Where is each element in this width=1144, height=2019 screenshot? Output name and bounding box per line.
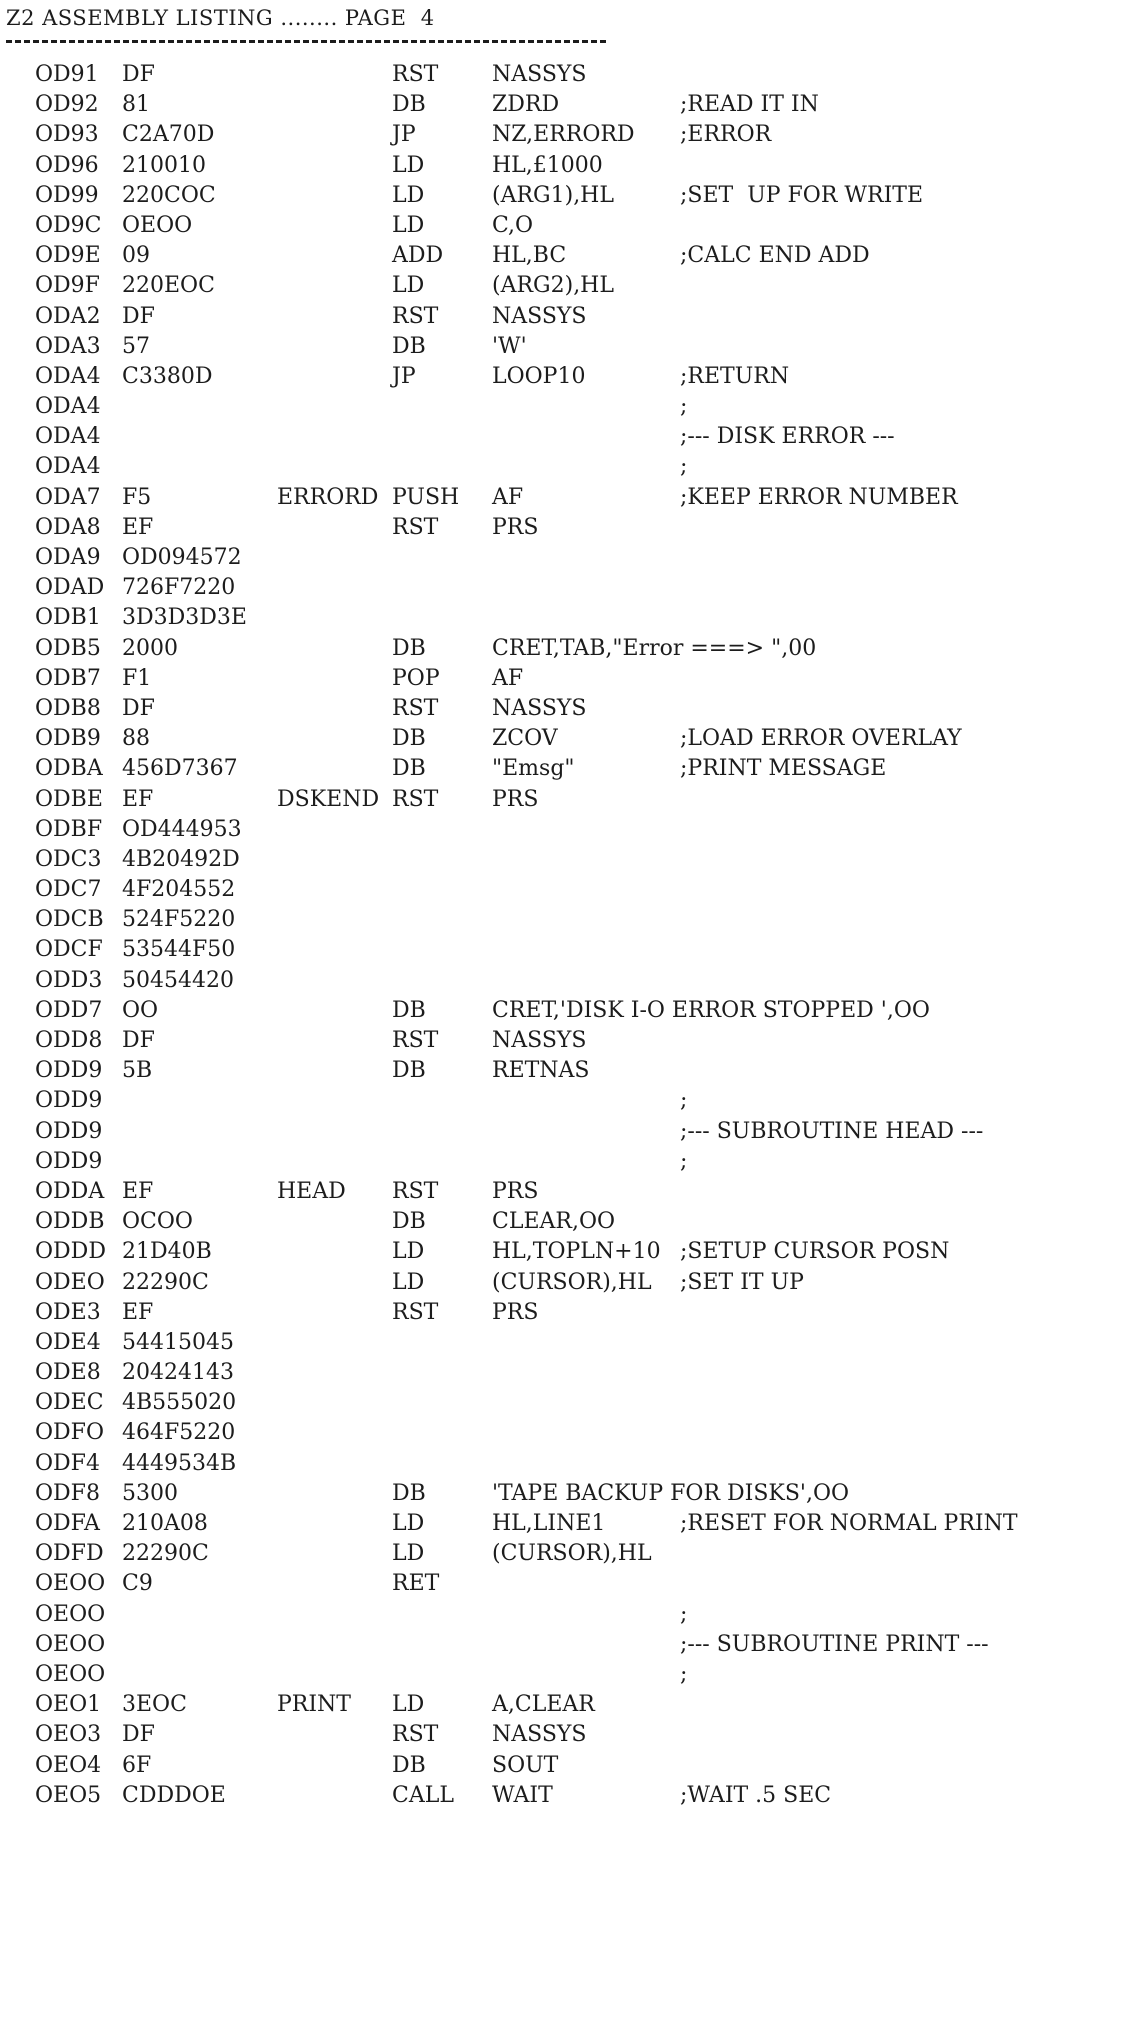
opcode: RET: [392, 1571, 440, 1597]
object-code: 54415045: [122, 1329, 234, 1355]
operand: 'W': [492, 333, 527, 359]
address: OEOO: [35, 1661, 106, 1687]
object-code: CDDDOE: [122, 1782, 226, 1808]
object-code: OCOO: [122, 1209, 193, 1235]
operand: SOUT: [492, 1752, 559, 1778]
opcode: DB: [392, 1480, 426, 1506]
address: ODD7: [35, 997, 103, 1023]
comment: ;ERROR: [680, 122, 772, 148]
address: ODB7: [35, 665, 101, 691]
address: ODD9: [35, 1118, 103, 1144]
address: ODE8: [35, 1360, 101, 1386]
address: ODA9: [35, 545, 101, 570]
listing-line: [0, 694, 1144, 724]
address: ODFO: [35, 1420, 104, 1446]
listing-line: [0, 1268, 1144, 1298]
address: ODFA: [35, 1511, 100, 1536]
operand: HL,LINE1: [492, 1511, 606, 1536]
address: ODA4: [35, 363, 101, 389]
address: OD9F: [35, 273, 100, 299]
opcode: DB: [392, 92, 426, 118]
listing-line: [0, 362, 1144, 392]
listing-line: [0, 332, 1144, 362]
comment: ;SETUP CURSOR POSN: [680, 1239, 950, 1265]
comment: ;: [680, 1601, 688, 1627]
object-code: 220COC: [122, 182, 216, 208]
opcode: RST: [392, 303, 439, 329]
listing-line: [0, 603, 1144, 633]
listing-line: [0, 90, 1144, 120]
listing-line: [0, 966, 1144, 996]
listing-line: [0, 271, 1144, 301]
listing-line: [0, 935, 1144, 965]
object-code: OD094572: [122, 545, 242, 570]
opcode: DB: [392, 1058, 426, 1084]
object-code: 81: [122, 92, 150, 118]
comment: ;: [680, 1148, 688, 1174]
address: ODDA: [35, 1178, 105, 1204]
operand: NASSYS: [492, 1722, 587, 1748]
address: ODB8: [35, 695, 101, 721]
listing-line: [0, 1449, 1144, 1479]
object-code: 3D3D3D3E: [122, 605, 247, 631]
comment: ;LOAD ERROR OVERLAY: [680, 726, 962, 752]
listing-line: [0, 1600, 1144, 1630]
listing-line: [0, 302, 1144, 332]
comment: ;SET IT UP: [680, 1269, 804, 1295]
opcode: RST: [392, 1722, 439, 1748]
address: ODD8: [35, 1028, 103, 1053]
operand: (CURSOR),HL: [492, 1269, 652, 1295]
opcode: LD: [392, 1511, 425, 1536]
object-code: DF: [122, 1722, 155, 1748]
operand: RETNAS: [492, 1058, 590, 1084]
opcode: LD: [392, 1239, 425, 1265]
opcode: LD: [392, 152, 425, 178]
address: OD9E: [35, 243, 101, 269]
comment: ;CALC END ADD: [680, 243, 870, 269]
object-code: C3380D: [122, 363, 213, 389]
listing-line: [0, 1781, 1144, 1811]
comment: ;WAIT .5 SEC: [680, 1782, 832, 1808]
operand: PRS: [492, 514, 539, 540]
address: ODD9: [35, 1058, 103, 1084]
opcode: LD: [392, 1692, 425, 1718]
address: ODC7: [35, 877, 102, 903]
object-code: 210010: [122, 152, 206, 178]
address: ODC3: [35, 846, 102, 872]
listing-line: [0, 60, 1144, 90]
operand: PRS: [492, 786, 539, 812]
object-code: 6F: [122, 1752, 152, 1778]
listing-line: [0, 1690, 1144, 1720]
listing-line: [0, 483, 1144, 513]
listing-line: [0, 181, 1144, 211]
comment: ;: [680, 1661, 688, 1687]
operand: HL,TOPLN+10: [492, 1239, 661, 1265]
listing-line: [0, 1751, 1144, 1781]
address: ODD3: [35, 967, 103, 993]
listing-line: [0, 1569, 1144, 1599]
listing-line: [0, 905, 1144, 935]
address: ODBF: [35, 816, 103, 842]
object-code: 220EOC: [122, 273, 215, 299]
address: ODDB: [35, 1209, 105, 1235]
label: ERRORD: [277, 484, 379, 510]
operand: HL,BC: [492, 243, 567, 269]
address: ODF8: [35, 1480, 100, 1506]
address: ODEO: [35, 1269, 105, 1295]
opcode: DB: [392, 997, 426, 1023]
object-code: 4F204552: [122, 877, 236, 903]
address: ODA4: [35, 454, 101, 480]
address: OD91: [35, 62, 99, 87]
operand: PRS: [492, 1299, 539, 1325]
address: OD96: [35, 152, 99, 178]
address: ODA2: [35, 303, 101, 329]
address: ODDD: [35, 1239, 106, 1265]
object-code: 2000: [122, 635, 178, 661]
opcode: JP: [392, 363, 416, 389]
address: OEOO: [35, 1601, 106, 1627]
listing-line: [0, 1720, 1144, 1750]
object-code: F1: [122, 665, 152, 691]
opcode: RST: [392, 62, 439, 87]
address: OEOO: [35, 1571, 106, 1597]
object-code: 21D40B: [122, 1239, 212, 1265]
object-code: 22290C: [122, 1269, 209, 1295]
listing-line: [0, 1056, 1144, 1086]
comment: ;--- SUBROUTINE HEAD ---: [680, 1118, 984, 1144]
address: ODB9: [35, 726, 101, 752]
opcode: RST: [392, 1028, 439, 1053]
listing-line: [0, 1630, 1144, 1660]
operand: AF: [492, 665, 524, 691]
operand: (CURSOR),HL: [492, 1541, 652, 1567]
label: PRINT: [277, 1692, 351, 1718]
object-code: OO: [122, 997, 159, 1023]
listing-line: [0, 875, 1144, 905]
operand: C,O: [492, 212, 534, 238]
listing-line: [0, 815, 1144, 845]
address: OD93: [35, 122, 99, 148]
opcode: LD: [392, 212, 425, 238]
object-code: F5: [122, 484, 152, 510]
operand: WAIT: [492, 1782, 553, 1808]
address: ODAD: [35, 575, 105, 601]
listing-line: [0, 1117, 1144, 1147]
address: ODB5: [35, 635, 101, 661]
operand: NASSYS: [492, 695, 587, 721]
address: OD99: [35, 182, 99, 208]
opcode: DB: [392, 333, 426, 359]
address: ODFD: [35, 1541, 104, 1567]
listing-line: [0, 120, 1144, 150]
listing-line: [0, 1358, 1144, 1388]
object-code: 88: [122, 726, 150, 752]
address: ODCB: [35, 907, 104, 933]
listing-line: [0, 151, 1144, 181]
label: DSKEND: [277, 786, 380, 812]
opcode: DB: [392, 726, 426, 752]
object-code: 4B20492D: [122, 846, 240, 872]
object-code: 726F7220: [122, 575, 236, 601]
listing-line: [0, 392, 1144, 422]
listing-line: [0, 513, 1144, 543]
operand: LOOP10: [492, 363, 586, 389]
opcode: LD: [392, 1541, 425, 1567]
listing-line: [0, 422, 1144, 452]
operand: HL,£1000: [492, 152, 603, 178]
listing-line: [0, 845, 1144, 875]
comment: ;--- DISK ERROR ---: [680, 424, 895, 450]
address: ODE4: [35, 1329, 101, 1355]
opcode: DB: [392, 1209, 426, 1235]
address: OEO3: [35, 1722, 102, 1748]
comment: ;--- SUBROUTINE PRINT ---: [680, 1631, 989, 1657]
opcode: DB: [392, 756, 426, 782]
object-code: 53544F50: [122, 937, 236, 963]
listing-line: [0, 785, 1144, 815]
listing-line: [0, 1388, 1144, 1418]
listing-line: [0, 1177, 1144, 1207]
opcode: LD: [392, 1269, 425, 1295]
comment: ;: [680, 1088, 688, 1114]
listing-line: [0, 1479, 1144, 1509]
object-code: 3EOC: [122, 1692, 187, 1718]
operand: (ARG2),HL: [492, 273, 614, 299]
operand: CRET,TAB,"Error ===> ",00: [492, 635, 817, 661]
object-code: 57: [122, 333, 150, 359]
comment: ;: [680, 394, 688, 420]
address: OEO5: [35, 1782, 102, 1808]
listing-line: [0, 573, 1144, 603]
operand: A,CLEAR: [492, 1692, 595, 1718]
address: ODB1: [35, 605, 101, 631]
opcode: RST: [392, 786, 439, 812]
listing-line: [0, 1418, 1144, 1448]
operand: NASSYS: [492, 62, 587, 87]
object-code: 524F5220: [122, 907, 236, 933]
object-code: DF: [122, 1028, 155, 1053]
operand: PRS: [492, 1178, 539, 1204]
page-header: Z2 ASSEMBLY LISTING ........ PAGE 4: [6, 6, 435, 30]
object-code: EF: [122, 1178, 154, 1204]
object-code: DF: [122, 62, 155, 87]
comment: ;RETURN: [680, 363, 790, 389]
object-code: C2A70D: [122, 122, 215, 148]
opcode: DB: [392, 635, 426, 661]
comment: ;KEEP ERROR NUMBER: [680, 484, 958, 510]
operand: ZDRD: [492, 92, 560, 118]
opcode: CALL: [392, 1782, 454, 1808]
opcode: LD: [392, 182, 425, 208]
address: ODA4: [35, 424, 101, 450]
opcode: JP: [392, 122, 416, 148]
operand: ZCOV: [492, 726, 558, 752]
operand: "Emsg": [492, 756, 575, 782]
opcode: POP: [392, 665, 440, 691]
listing-line: [0, 1207, 1144, 1237]
opcode: RST: [392, 1299, 439, 1325]
operand: CLEAR,OO: [492, 1209, 616, 1235]
opcode: DB: [392, 1752, 426, 1778]
listing-line: [0, 1539, 1144, 1569]
header-rule: [6, 40, 606, 43]
address: ODA7: [35, 484, 101, 510]
object-code: 456D7367: [122, 756, 238, 782]
listing-line: [0, 241, 1144, 271]
comment: ;: [680, 454, 688, 480]
listing-line: [0, 724, 1144, 754]
address: ODE3: [35, 1299, 101, 1325]
listing-line: [0, 543, 1144, 573]
opcode: RST: [392, 695, 439, 721]
comment: ;READ IT IN: [680, 92, 819, 118]
listing-line: [0, 996, 1144, 1026]
object-code: 4449534B: [122, 1450, 237, 1476]
operand: NASSYS: [492, 303, 587, 329]
object-code: 50454420: [122, 967, 234, 993]
listing-line: [0, 634, 1144, 664]
object-code: 464F5220: [122, 1420, 236, 1446]
object-code: 09: [122, 243, 150, 269]
operand: AF: [492, 484, 524, 510]
object-code: C9: [122, 1571, 153, 1597]
comment: ;SET UP FOR WRITE: [680, 182, 923, 208]
address: OEO4: [35, 1752, 102, 1778]
listing-line: [0, 664, 1144, 694]
object-code: 20424143: [122, 1360, 234, 1386]
address: ODF4: [35, 1450, 100, 1476]
object-code: 22290C: [122, 1541, 209, 1567]
object-code: 210A08: [122, 1511, 208, 1536]
opcode: RST: [392, 1178, 439, 1204]
opcode: ADD: [392, 243, 444, 269]
address: ODCF: [35, 937, 103, 963]
listing-line: [0, 1086, 1144, 1116]
address: ODA3: [35, 333, 101, 359]
object-code: OEOO: [122, 212, 193, 238]
address: OD9C: [35, 212, 102, 238]
listing-line: [0, 211, 1144, 241]
object-code: EF: [122, 1299, 154, 1325]
listing-line: [0, 1237, 1144, 1267]
assembly-listing: [0, 60, 1144, 1811]
listing-line: [0, 1509, 1144, 1539]
address: OEOO: [35, 1631, 106, 1657]
object-code: OD444953: [122, 816, 242, 842]
object-code: 5300: [122, 1480, 178, 1506]
listing-line: [0, 1328, 1144, 1358]
listing-line: [0, 1298, 1144, 1328]
object-code: DF: [122, 695, 155, 721]
operand: NASSYS: [492, 1028, 587, 1053]
address: ODEC: [35, 1390, 104, 1416]
operand: NZ,ERRORD: [492, 122, 635, 148]
opcode: LD: [392, 273, 425, 299]
listing-line: [0, 1147, 1144, 1177]
object-code: 4B555020: [122, 1390, 237, 1416]
listing-line: [0, 1026, 1144, 1056]
address: ODBA: [35, 756, 103, 782]
label: HEAD: [277, 1178, 346, 1204]
listing-line: [0, 1660, 1144, 1690]
object-code: EF: [122, 514, 154, 540]
address: ODD9: [35, 1088, 103, 1114]
address: ODD9: [35, 1148, 103, 1174]
address: ODA4: [35, 394, 101, 420]
operand: (ARG1),HL: [492, 182, 614, 208]
object-code: 5B: [122, 1058, 153, 1084]
opcode: PUSH: [392, 484, 460, 510]
address: ODBE: [35, 786, 103, 812]
object-code: DF: [122, 303, 155, 329]
operand: 'TAPE BACKUP FOR DISKS',OO: [492, 1480, 850, 1506]
address: OD92: [35, 92, 99, 118]
comment: ;RESET FOR NORMAL PRINT: [680, 1511, 1018, 1536]
address: OEO1: [35, 1692, 102, 1718]
comment: ;PRINT MESSAGE: [680, 756, 887, 782]
listing-line: [0, 754, 1144, 784]
operand: CRET,'DISK I-O ERROR STOPPED ',OO: [492, 997, 930, 1023]
opcode: RST: [392, 514, 439, 540]
object-code: EF: [122, 786, 154, 812]
listing-line: [0, 452, 1144, 482]
address: ODA8: [35, 514, 101, 540]
